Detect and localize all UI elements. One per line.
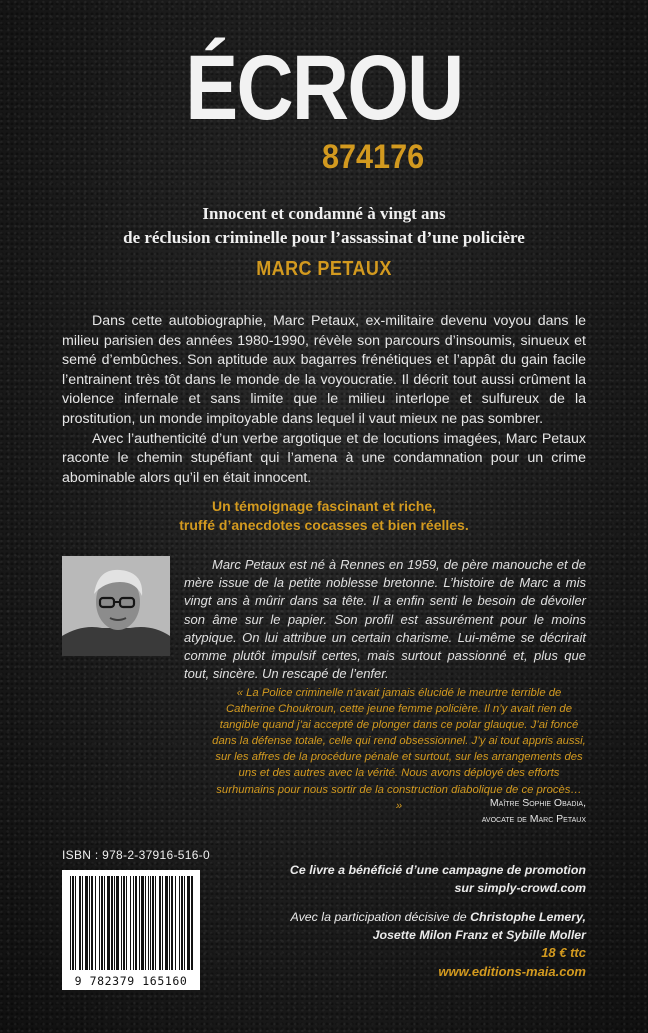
book-title: ÉCROU [185, 37, 463, 139]
promo-line-3-prefix: Avec la participation décisive de [290, 910, 471, 924]
signature-role: avocate de Marc Petaux [481, 813, 586, 825]
subtitle-line-2: de réclusion criminelle pour l’assassinat d’une policière [123, 228, 525, 247]
barcode-digits: 9 782379 165160 [74, 974, 188, 988]
book-subtitle [0, 202, 648, 250]
author-biography [184, 556, 586, 683]
prisoner-number: 874176 [322, 138, 425, 176]
summary-paragraph-2: Avec l’authenticité d’un verbe argotique et de locutions imagées, Marc Petaux raconte le chemin stupéfiant qui l’amena à une condamnation pour un crime abominable alors qu’il en était innocent. [62, 430, 586, 486]
barcode [62, 870, 200, 990]
promotion-credits [260, 862, 586, 944]
barcode-bars-icon [62, 870, 200, 974]
author-portrait-icon [62, 556, 170, 656]
promo-line-2: sur simply-crowd.com [454, 880, 586, 895]
bio-text: Marc Petaux est né à Rennes en 1959, de père manouche et de mère issue de la petite noblesse bretonne. L’histoire de Marc a mis vingt ans à mûrir dans sa tête. Il a enfin senti le besoin de dévoiler son âme sur le papier. Son profil est assurément pour le moins atypique. On lui attribue un certain charisme. Lui-même se décrirait comme plutôt impulsif certes, mais surtout passionné et, plus que tout, sincère. Un rescapé de l’enfer. [184, 557, 586, 682]
publisher-website[interactable]: www.editions-maia.com [438, 964, 586, 979]
promo-line-4: Josette Milon Franz et Sybille Moller [372, 927, 586, 942]
tagline-line-1: Un témoignage fascinant et riche, [211, 498, 437, 514]
tagline-line-2: truffé d’anecdotes cocasses et bien réelles. [179, 517, 469, 533]
price: 18 € ttc [541, 945, 586, 960]
book-summary [62, 312, 586, 488]
lawyer-quote: « La Police criminelle n’avait jamais élucidé le meurtre terrible de Catherine Choukroun, cette jeune femme policière. Il n’y avait rien de tangible quand j’ai accepté de plonger dans ce polar glauque. J’ai foncé dans la défense totale, celle qui rend obsessionnel. J’y ai tout appris aussi, sur les affres de la procédure pénale et surtout, sur les arrangements des uns et des autres avec la vérité. Nous avons déployé des efforts surhumains pour nous sortir de la construction diabolique de ce procès… » [212, 687, 586, 812]
quote-signature [380, 795, 586, 827]
promo-line-1: Ce livre a bénéficié d’une campagne de promotion [289, 863, 586, 877]
isbn: ISBN : 978-2-37916-516-0 [62, 848, 210, 862]
author-photo [62, 556, 170, 656]
author-name: MARC PETAUX [256, 258, 392, 280]
tagline [0, 497, 648, 535]
promo-line-3-name: Christophe Lemery, [470, 910, 586, 924]
subtitle-line-1: Innocent et condamné à vingt ans [202, 204, 446, 223]
summary-paragraph-1: Dans cette autobiographie, Marc Petaux, ex-militaire devenu voyou dans le milieu parisien des années 1980-1990, révèle son parcours d’insoumis, sinueux et semé d’embûches. Son aptitude aux bagarres frénétiques et l’appât du gain facile l’entrainent très tôt dans le monde de la voyoucratie. Il décrit tout aussi crûment la violence infernale et sans limite que le milieu interlope et sulfureux de la prostitution, un monde impitoyable dans lequel il vaut mieux ne pas sombrer. [62, 313, 586, 427]
signature-name: Maître Sophie Obadia, [489, 797, 586, 809]
promo-line-3 [260, 909, 586, 927]
